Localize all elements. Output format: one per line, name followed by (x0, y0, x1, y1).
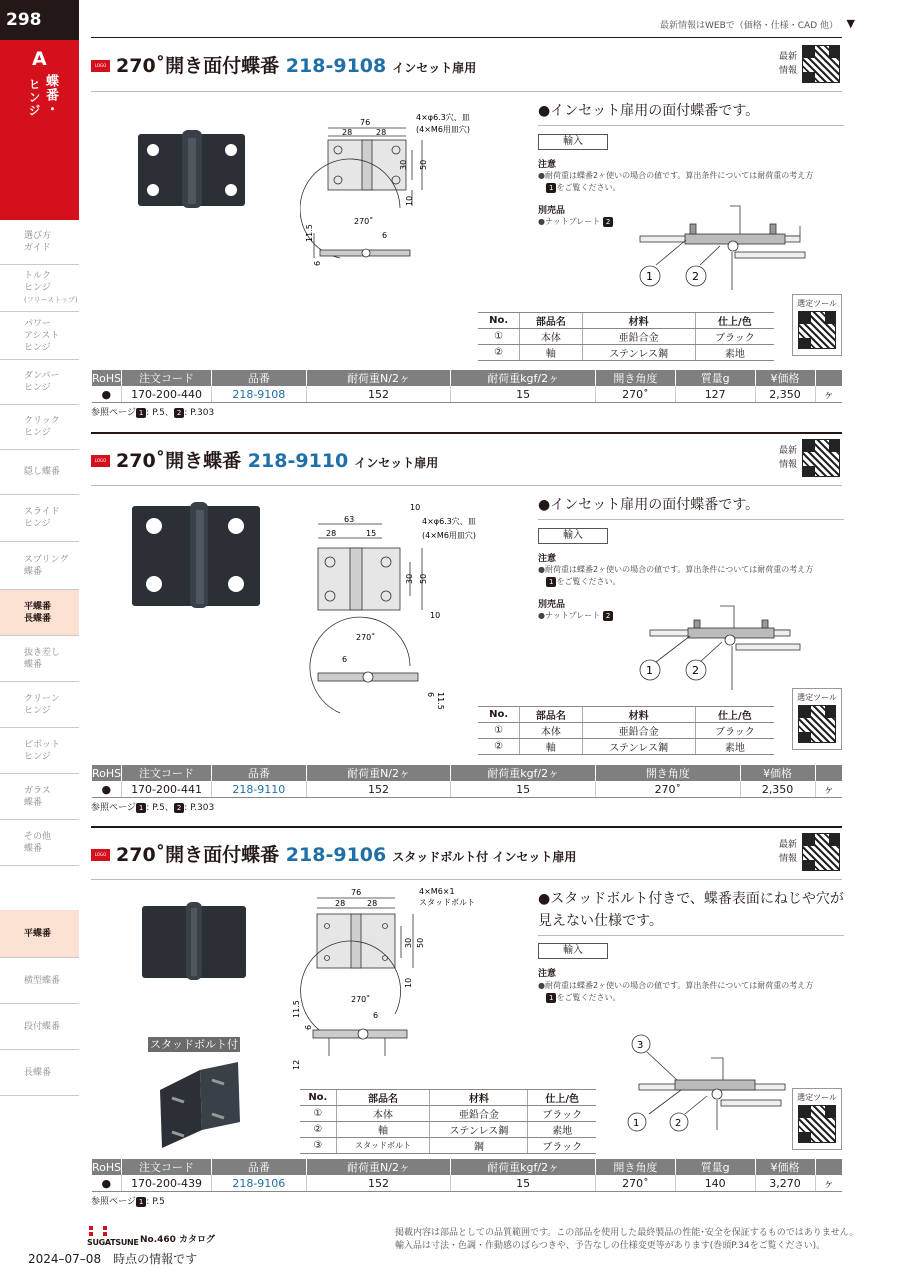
mounting-diagram (630, 200, 810, 295)
svg-text:270˚: 270˚ (354, 217, 374, 226)
qr-label: 最新 情報 (778, 840, 797, 864)
reference-pages: 参照ページ 1 : P.5 (91, 1197, 165, 1207)
sidebar-item[interactable] (0, 728, 79, 774)
qr-label: 最新 情報 (778, 52, 797, 76)
feature-text: ●インセット扉用の面付蝶番です。 (538, 497, 760, 513)
sidebar-item-label: 隠し蝶番 (24, 467, 61, 477)
sidebar-item[interactable] (0, 220, 79, 265)
svg-text:6: 6 (342, 655, 348, 664)
sidebar-item-label: クリーン ヒンジ (24, 693, 60, 716)
triangle-down-icon: ▼ (846, 17, 855, 30)
category-title-2: ヒンジ (27, 78, 41, 117)
dimension-drawing (285, 884, 495, 1084)
part-number-link[interactable]: 218-9106 (211, 1175, 306, 1192)
sidebar-item[interactable] (0, 774, 79, 820)
selection-tool-box[interactable]: 選定ツール (792, 1088, 842, 1150)
spec-table: RoHS 注文コード 品番 耐荷重N/2ヶ 耐荷重kgf/2ヶ 開き角度 質量g ¥価格 ● 170-200-439 218-9106 152 15 270˚ 140 3,270 ヶ (91, 1159, 842, 1192)
table-row: ② 軸 ステンレス鋼 素地 (300, 1122, 596, 1138)
product-number: 218-9110 (247, 450, 349, 472)
note-text: ●耐荷重は蝶番2ヶ使いの場合の値です。算出条件については耐荷重の考え方 1 をご覧ください。 (538, 565, 814, 586)
qr-label: 最新 情報 (778, 446, 797, 470)
spec-table: RoHS 注文コード 品番 耐荷重N/2ヶ 耐荷重kgf/2ヶ 開き角度 質量g ¥価格 ● 170-200-440 218-9108 152 15 270˚ 127 2,350 ヶ (91, 370, 842, 403)
reference-pages: 参照ページ 1 : P.5、 2 : P.303 (91, 408, 215, 418)
svg-text:(4×M6用皿穴): (4×M6用皿穴) (422, 531, 477, 540)
spec-table: RoHS 注文コード 品番 耐荷重N/2ヶ 耐荷重kgf/2ヶ 開き角度 ¥価格 ● 170-200-441 218-9110 152 15 270˚ 2,350 ヶ (91, 765, 842, 798)
qr-code-icon[interactable] (802, 833, 840, 871)
qr-code-icon[interactable] (802, 45, 840, 83)
dimension-drawing (300, 498, 500, 728)
sidebar-item-label: スプリング 蝶番 (24, 554, 69, 577)
part-number-link[interactable]: 218-9108 (211, 386, 306, 403)
svg-text:50: 50 (419, 159, 428, 170)
sidebar-item[interactable] (0, 1004, 79, 1050)
sidebar-item[interactable] (0, 910, 79, 958)
feature-text: ●スタッドボルト付きで、蝶番表面にねじや穴が見えない仕様です。 (538, 891, 844, 929)
stud-bolt-photo (150, 1060, 250, 1152)
sidebar-item[interactable] (0, 590, 79, 636)
section-rule (91, 826, 842, 828)
sidebar-item[interactable] (0, 682, 79, 728)
qr-code-icon (798, 1105, 836, 1143)
sidebar-item[interactable] (0, 405, 79, 450)
sidebar-item[interactable] (0, 265, 79, 312)
table-row: ② 軸 ステンレス鋼 素地 (478, 739, 774, 755)
sidebar-item[interactable] (0, 820, 79, 866)
table-row: ● 170-200-440 218-9108 152 15 270˚ 127 2,350 ヶ (92, 386, 843, 403)
mounting-diagram (625, 1030, 795, 1135)
svg-text:6: 6 (313, 260, 322, 266)
svg-text:28: 28 (342, 128, 353, 137)
svg-text:10: 10 (410, 503, 421, 512)
svg-text:30: 30 (405, 573, 414, 584)
stud-bolt-badge: スタッドボルト付 (150, 1038, 238, 1051)
sidebar-item-label: 段付蝶番 (24, 1021, 61, 1032)
svg-text:50: 50 (419, 573, 428, 584)
svg-text:6: 6 (382, 231, 388, 240)
sidebar-item[interactable] (0, 495, 79, 542)
svg-text:15: 15 (366, 529, 377, 538)
sidebar-item-label: クリック ヒンジ (24, 416, 60, 438)
hinge-photo (135, 128, 250, 210)
parts-table: No. 部品名 材料 仕上/色 ① 本体 亜鉛合金 ブラック ② 軸 ステンレス鋼 素地 ③ スタッドボルト 鋼 ブラック (300, 1089, 596, 1154)
sidebar-item-label: その他 蝶番 (24, 831, 52, 854)
selection-tool-box[interactable]: 選定ツール (792, 294, 842, 356)
part-number-link[interactable]: 218-9110 (211, 781, 306, 798)
svg-text:270˚: 270˚ (356, 633, 376, 642)
svg-text:(4×M6用皿穴): (4×M6用皿穴) (416, 125, 471, 134)
table-row: ● 170-200-439 218-9106 152 15 270˚ 140 3,270 ヶ (92, 1175, 843, 1192)
svg-text:1: 1 (633, 1118, 640, 1129)
sidebar-item[interactable] (0, 636, 79, 682)
svg-text:10: 10 (430, 611, 441, 620)
svg-text:4×M6×1: 4×M6×1 (419, 887, 455, 896)
svg-text:11.5: 11.5 (436, 692, 445, 710)
note-text: ●耐荷重は蝶番2ヶ使いの場合の値です。算出条件については耐荷重の考え方 1 をご覧ください。 (538, 981, 814, 1002)
svg-text:1: 1 (646, 664, 653, 677)
svg-text:2: 2 (692, 664, 699, 677)
sidebar-item-label: ピボット ヒンジ (24, 739, 61, 762)
dimension-drawing (300, 108, 500, 273)
svg-text:10: 10 (405, 195, 414, 206)
svg-text:スタッドボルト: スタッドボルト (419, 898, 475, 907)
svg-text:11.5: 11.5 (292, 1000, 301, 1018)
brand-name: SUGATSUNE (87, 1238, 139, 1247)
sidebar-item-label: ガラス 蝶番 (24, 785, 51, 808)
sidebar-item[interactable] (0, 1050, 79, 1096)
table-row: ③ スタッドボルト 鋼 ブラック (300, 1138, 596, 1154)
svg-text:6: 6 (304, 1024, 313, 1030)
svg-text:1: 1 (646, 270, 653, 283)
svg-text:4×φ6.3穴、皿: 4×φ6.3穴、皿 (416, 113, 470, 122)
category-tab[interactable] (0, 40, 79, 220)
sidebar-item-label: 平蝶番 長蝶番 (24, 601, 52, 624)
svg-text:11.5: 11.5 (305, 224, 314, 242)
parts-table: No. 部品名 材料 仕上/色 ① 本体 亜鉛合金 ブラック ② 軸 ステンレス鋼 素地 (478, 706, 774, 755)
hinge-photo (128, 500, 263, 612)
svg-text:76: 76 (351, 888, 362, 897)
sidebar-item[interactable] (0, 360, 79, 405)
sidebar-item-label: 抜き差し 蝶番 (24, 647, 61, 670)
sidebar-item-label: 横型蝶番 (24, 975, 61, 986)
svg-text:10: 10 (404, 977, 413, 988)
dim-width: 76 (360, 118, 371, 127)
sidebar-item-label: スライド ヒンジ (24, 507, 60, 529)
separate-item[interactable]: ●ナットプレート 2 (538, 610, 848, 622)
disclaimer: 掲載内容は部品としての品質範囲です。この部品を使用した最終製品の性能･安全を保証するものではありません。輸入品は寸法・色調・作動感のばらつきや、予告なしの仕様変更等があります(巻頭P.34をご覧ください)。 (395, 1228, 859, 1251)
import-badge: 輸入 (538, 943, 608, 959)
import-badge: 輸入 (538, 134, 608, 150)
svg-text:12: 12 (292, 1059, 301, 1070)
sidebar-item-sub: (フリーストップ) (24, 296, 78, 304)
svg-text:28: 28 (376, 128, 387, 137)
svg-text:4×φ6.3穴、皿: 4×φ6.3穴、皿 (422, 517, 476, 526)
svg-text:30: 30 (404, 937, 413, 948)
product-number: 218-9108 (285, 55, 387, 77)
qr-code-icon[interactable] (802, 439, 840, 477)
product-number: 218-9106 (285, 844, 387, 866)
table-row: ① 本体 亜鉛合金 ブラック (300, 1106, 596, 1122)
note-text: ●耐荷重は蝶番2ヶ使いの場合の値です。算出条件については耐荷重の考え方 1 をご覧ください。 (538, 171, 814, 192)
parts-table: No. 部品名 材料 仕上/色 ① 本体 亜鉛合金 ブラック ② 軸 ステンレス鋼 素地 (478, 312, 774, 361)
sidebar (0, 0, 79, 1272)
category-title-1: 蝶番・ (43, 74, 58, 116)
header-rule (91, 37, 842, 38)
sidebar-item-label: トルク ヒンジ (24, 271, 51, 293)
svg-text:6: 6 (426, 692, 435, 698)
sidebar-item-label: 長蝶番 (24, 1067, 52, 1078)
svg-text:2: 2 (692, 270, 699, 283)
svg-text:270˚: 270˚ (351, 995, 371, 1004)
product-title: 270˚開き面付蝶番 218-9108 インセット扉用 (116, 55, 477, 77)
info-date: 2024–07–08 時点の情報です (28, 1252, 198, 1266)
svg-text:28: 28 (367, 899, 378, 908)
import-badge: 輸入 (538, 528, 608, 544)
brand-logo-icon: LOGO (91, 849, 110, 861)
sidebar-item-label: 平蝶番 (24, 928, 52, 939)
reference-pages: 参照ページ 1 : P.5、 2 : P.303 (91, 803, 215, 813)
sidebar-item-label: ダンパー ヒンジ (24, 371, 60, 393)
svg-text:30: 30 (399, 159, 408, 170)
svg-text:2: 2 (675, 1118, 682, 1129)
table-row: ② 軸 ステンレス鋼 素地 (478, 345, 774, 361)
svg-text:28: 28 (326, 529, 337, 538)
top-note[interactable]: 最新情報はWEBで（価格・仕様・CAD 他） (660, 21, 838, 31)
svg-text:3: 3 (637, 1040, 644, 1051)
page-number: 298 (0, 0, 79, 40)
svg-text:6: 6 (373, 1011, 379, 1020)
selection-tool-box[interactable]: 選定ツール (792, 688, 842, 750)
table-row: ① 本体 亜鉛合金 ブラック (478, 329, 774, 345)
table-row: ① 本体 亜鉛合金 ブラック (478, 723, 774, 739)
sidebar-item[interactable] (0, 958, 79, 1004)
sidebar-item[interactable] (0, 542, 79, 590)
catalog-number: No.460 カタログ (140, 1235, 216, 1245)
product-title: 270˚開き蝶番 218-9110 インセット扉用 (116, 450, 439, 472)
sidebar-item-label: 選び方 ガイド (24, 231, 52, 253)
mounting-diagram (630, 600, 810, 695)
brand-logo-icon: LOGO (91, 60, 110, 72)
table-row: ● 170-200-441 218-9110 152 15 270˚ 2,350 ヶ (92, 781, 843, 798)
svg-text:28: 28 (335, 899, 346, 908)
category-letter: A (32, 48, 47, 70)
svg-text:63: 63 (344, 515, 355, 524)
qr-code-icon (798, 705, 836, 743)
brand-logo-icon: LOGO (91, 455, 110, 467)
feature-text: ●インセット扉用の面付蝶番です。 (538, 103, 760, 119)
sidebar-item[interactable] (0, 312, 79, 360)
qr-code-icon (798, 311, 836, 349)
product-title: 270˚開き面付蝶番 218-9106 スタッドボルト付 インセット扉用 (116, 844, 577, 866)
svg-text:50: 50 (416, 937, 425, 948)
hinge-photo (138, 900, 250, 982)
section-rule (91, 432, 842, 434)
sidebar-item[interactable] (0, 450, 79, 495)
separate-item[interactable]: ●ナットプレート 2 (538, 216, 848, 228)
sidebar-item-label: パワー アシスト ヒンジ (24, 318, 60, 353)
